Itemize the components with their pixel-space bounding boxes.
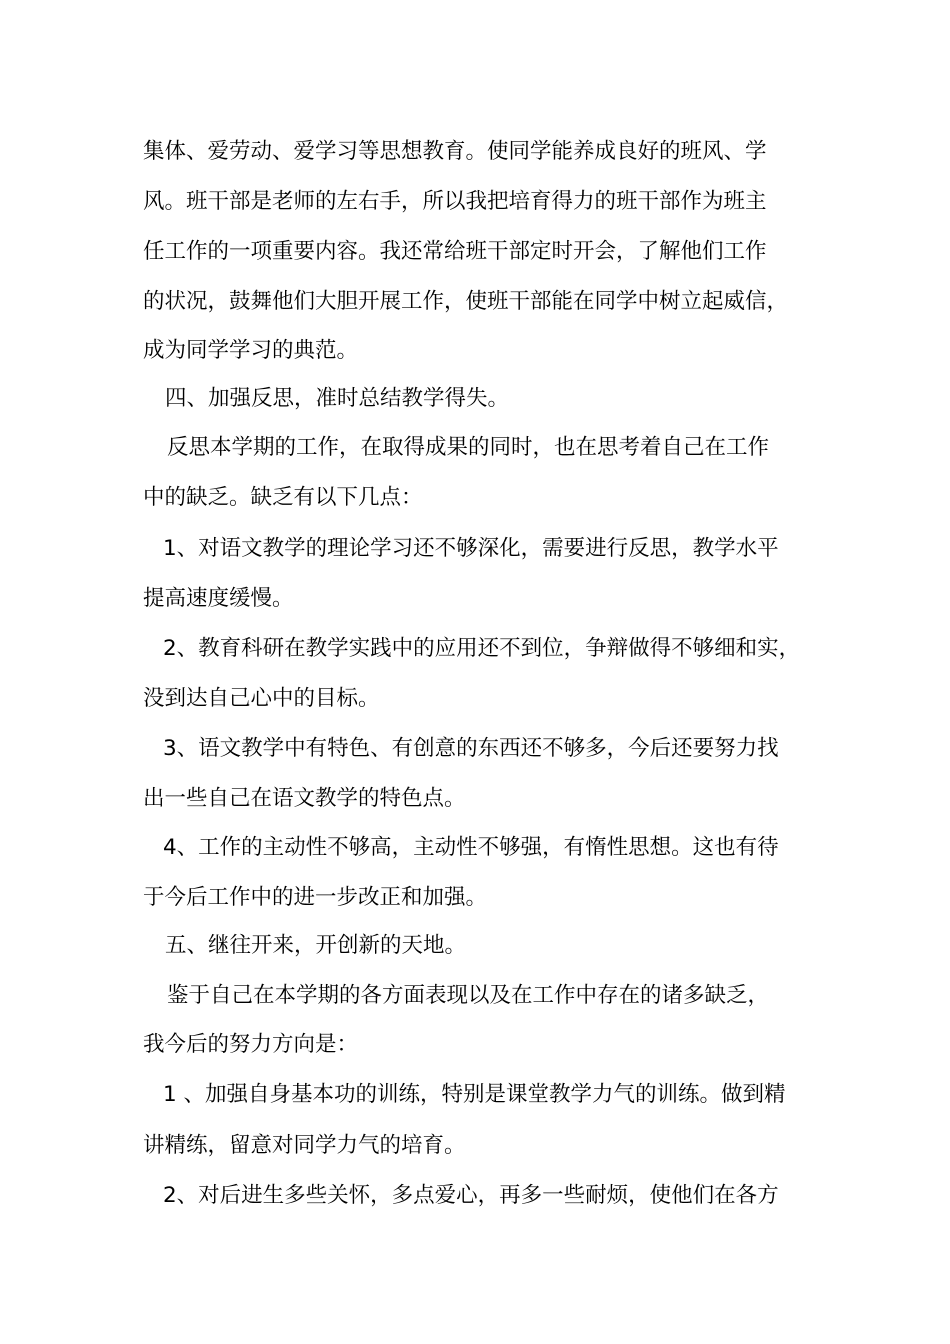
list-item-3: 3、语文教学中有特色、有创意的东西还不够多，今后还要努力找	[163, 736, 779, 761]
text-line: 的状况，鼓舞他们大胆开展工作，使班干部能在同学中树立起威信，	[143, 289, 789, 314]
text-line: 任工作的一项重要内容。我还常给班干部定时开会，了解他们工作	[143, 239, 767, 264]
text-line: 没到达自己心中的目标。	[143, 686, 380, 711]
text-line: 成为同学学习的典范。	[143, 338, 359, 363]
section-heading: 五、继往开来，开创新的天地。	[165, 933, 467, 958]
list-item-4: 4、工作的主动性不够高，主动性不够强，有惰性思想。这也有待	[163, 835, 779, 860]
paragraph-first-line: 鉴于自己在本学期的各方面表现以及在工作中存在的诸多缺乏，	[167, 983, 770, 1008]
text-line: 我今后的努力方向是：	[143, 1032, 359, 1057]
text-line: 讲精练，留意对同学力气的培育。	[143, 1133, 466, 1158]
text-line: 集体、爱劳动、爱学习等思想教育。使同学能养成良好的班风、学	[143, 139, 767, 164]
text-line: 中的缺乏。缺乏有以下几点：	[143, 485, 423, 510]
text-line: 风。班干部是老师的左右手，所以我把培育得力的班干部作为班主	[143, 189, 767, 214]
text-line: 出一些自己在语文教学的特色点。	[143, 786, 466, 811]
list-item-1: 1、对语文教学的理论学习还不够深化，需要进行反思，教学水平	[163, 536, 779, 561]
text-line: 于今后工作中的进一步改正和加强。	[143, 885, 488, 910]
list-item-1: 1 、加强自身基本功的训练，特别是课堂教学力气的训练。做到精	[163, 1082, 786, 1107]
list-item-2: 2、教育科研在教学实践中的应用还不到位，争辩做得不够细和实，	[163, 636, 801, 661]
text-line: 提高速度缓慢。	[143, 586, 294, 611]
list-item-2: 2、对后进生多些关怀，多点爱心，再多一些耐烦，使他们在各方	[163, 1183, 779, 1208]
section-heading: 四、加强反思，准时总结教学得失。	[165, 386, 510, 411]
paragraph-first-line: 反思本学期的工作，在取得成果的同时，也在思考着自己在工作	[167, 435, 770, 460]
